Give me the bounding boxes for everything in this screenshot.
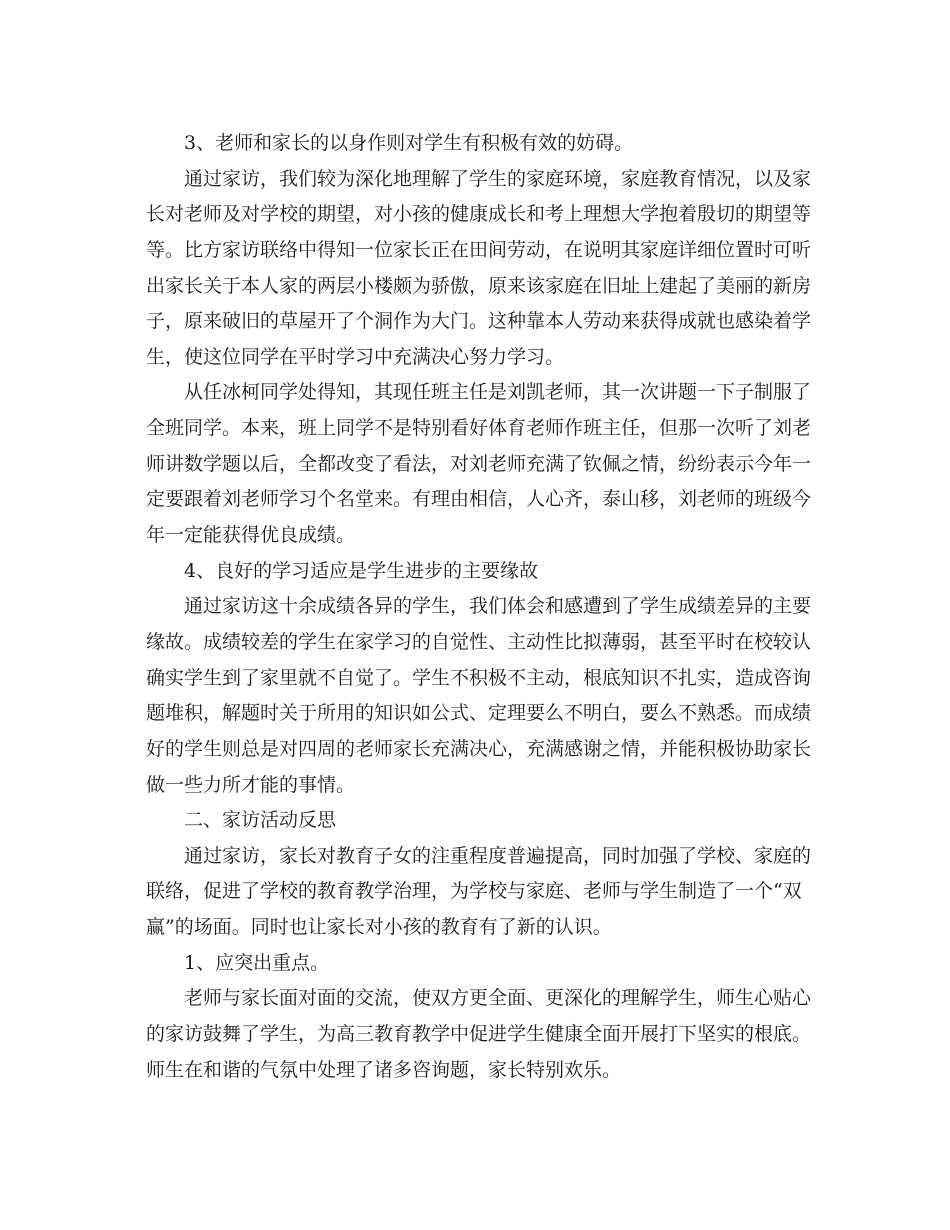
- body-text: [146, 126, 812, 1088]
- paragraph-line: 题堆积，解题时关于所用的知识如公式、定理要么不明白，要么不熟悉。而成绩: [146, 702, 812, 725]
- paragraph-line: 定要跟着刘老师学习个名堂来。有理由相信，人心齐，泰山移，刘老师的班级今: [146, 488, 812, 511]
- paragraph-line: 年一定能获得优良成绩。: [146, 524, 356, 547]
- paragraph-line: 缘故。成绩较差的学生在家学习的自觉性、主动性比拟薄弱，甚至平时在校较认: [146, 630, 812, 653]
- paragraph-first-line: 通过家访这十余成绩各异的学生，我们体会和感遭到了学生成绩差异的主要: [184, 595, 812, 618]
- paragraph-first-line: 4、良好的学习适应是学生进步的主要缘故: [184, 559, 539, 582]
- paragraph-line: 赢”的场面。同时也让家长对小孩的教育有了新的认识。: [146, 916, 612, 939]
- paragraph-line: 的家访鼓舞了学生，为高三教育教学中促进学生健康全面开展打下坚实的根底。: [146, 1023, 812, 1046]
- paragraph-line: 做一些力所才能的事情。: [146, 773, 356, 796]
- paragraph-first-line: 二、家访活动反思: [184, 809, 337, 832]
- paragraph-first-line: 1、应突出重点。: [184, 951, 330, 974]
- paragraph-line: 长对老师及对学校的期望，对小孩的健康成长和考上理想大学抱着殷切的期望等: [146, 203, 812, 226]
- paragraph-first-line: 老师与家长面对面的交流，使双方更全面、更深化的理解学生，师生心贴心: [184, 987, 812, 1010]
- paragraph-line: 等。比方家访联络中得知一位家长正在田间劳动，在说明其家庭详细位置时可听: [146, 238, 812, 261]
- paragraph-line: 出家长关于本人家的两层小楼颇为骄傲，原来该家庭在旧址上建起了美丽的新房: [146, 274, 812, 297]
- paragraph-line: 师生在和谐的气氛中处理了诸多咨询题，家长特别欢乐。: [146, 1058, 622, 1081]
- paragraph-first-line: 通过家访，家长对教育子女的注重程度普遍提高，同时加强了学校、家庭的: [184, 844, 812, 867]
- paragraph-line: 子，原来破旧的草屋开了个洞作为大门。这种靠本人劳动来获得成就也感染着学: [146, 310, 812, 333]
- paragraph-first-line: 3、老师和家长的以身作则对学生有积极有效的妨碍。: [184, 132, 634, 154]
- paragraph-first-line: 通过家访，我们较为深化地理解了学生的家庭环境，家庭教育情况，以及家: [184, 167, 812, 190]
- paragraph-first-line: 从任冰柯同学处得知，其现任班主任是刘凯老师，其一次讲题一下子制服了: [184, 381, 812, 404]
- paragraph-line: 全班同学。本来，班上同学不是特别看好体育老师作班主任，但那一次听了刘老: [146, 417, 812, 440]
- paragraph-line: 确实学生到了家里就不自觉了。学生不积极不主动，根底知识不扎实，造成咨询: [146, 666, 812, 689]
- paragraph-line: 生，使这位同学在平时学习中充满决心努力学习。: [146, 345, 565, 368]
- paragraph-line: 好的学生则总是对四周的老师家长充满决心，充满感谢之情，并能积极协助家长: [146, 737, 812, 760]
- paragraph-line: 联络，促进了学校的教育教学治理，为学校与家庭、老师与学生制造了一个“双: [146, 880, 802, 903]
- paragraph-line: 师讲数学题以后，全都改变了看法，对刘老师充满了钦佩之情，纷纷表示今年一: [146, 452, 812, 475]
